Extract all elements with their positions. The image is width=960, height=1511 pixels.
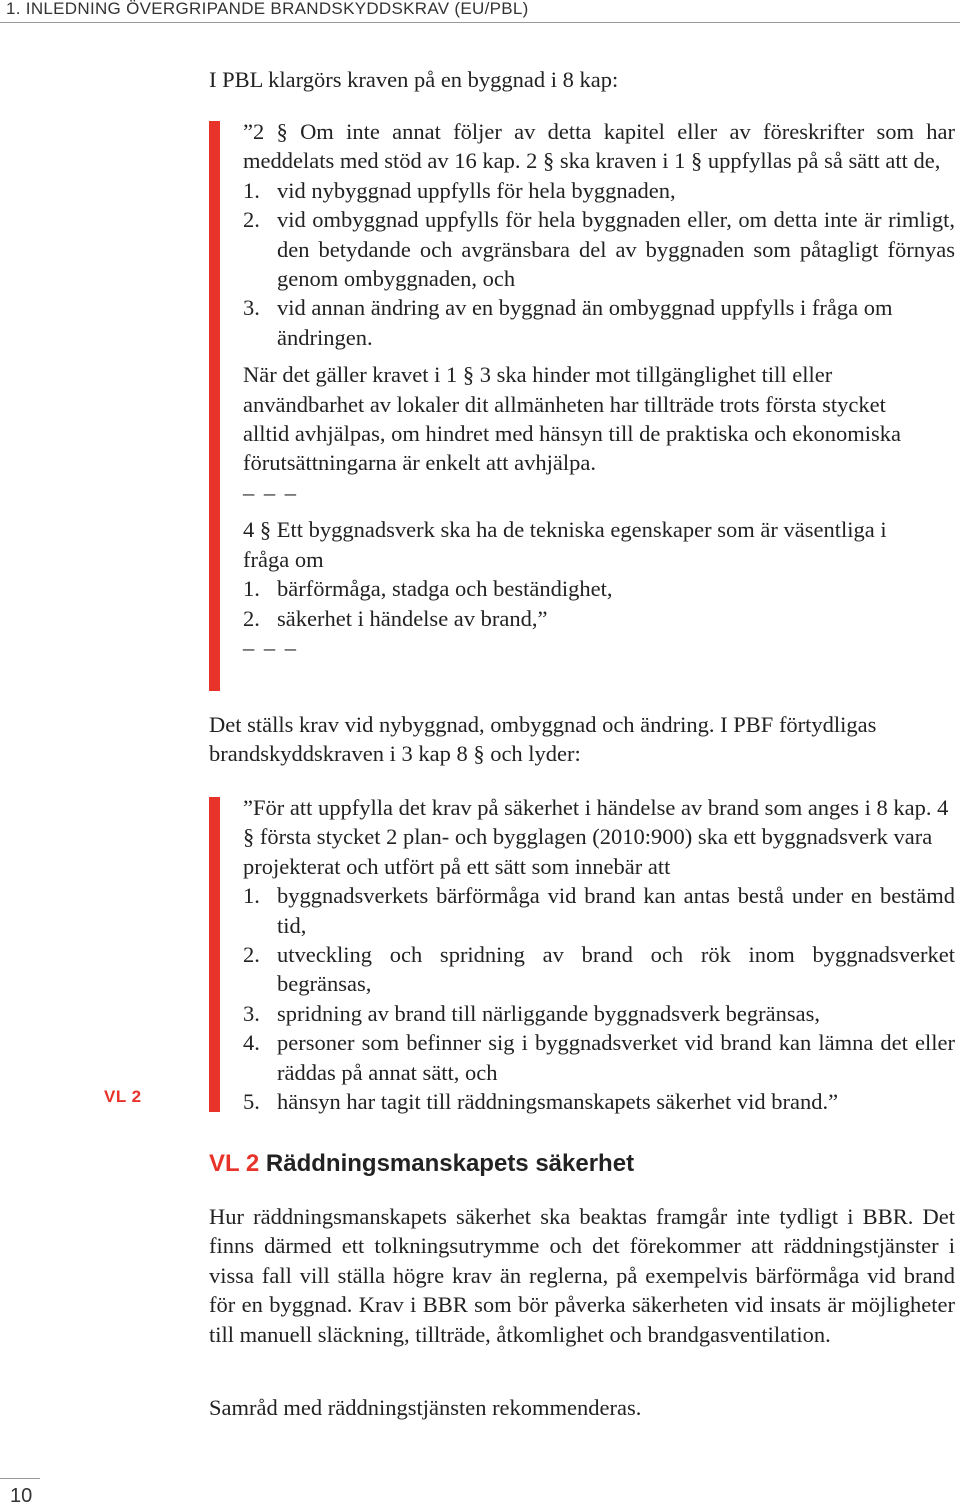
list-text: vid ombyggnad uppfylls för hela byggnaden eller, om detta inte är rimligt, den betydande och avgränsbara del av byggnaden som påtagligt förnyas genom ombyggnaden, och <box>277 207 955 292</box>
list-number: 4. <box>243 1030 260 1056</box>
quote-paragraph: 4 § Ett byggnadsverk ska ha de tekniska egenskaper som är väsentliga i fråga om <box>243 517 887 572</box>
section-body: Hur räddningsmanskapets säkerhet ska beaktas framgår inte tydligt i BBR. Det finns därmed ett tolkningsutrymme och det förekommer att räddningstjänster i vissa fall vill ställa högre krav än reglerna, på exempelvis bärförmåga vid brand för en byggnad. Krav i BBR som bör påverka säkerheten vid insats är möjligheter till manuell släckning, tillträde, åtkomlighet och brandgasventilation. <box>209 1204 955 1347</box>
running-header: 1. INLEDNING ÖVERGRIPANDE BRANDSKYDDSKRAV (EU/PBL) <box>6 0 529 18</box>
list-number: 1. <box>243 883 260 909</box>
list-item <box>243 940 955 999</box>
list-number: 3. <box>243 1000 260 1026</box>
section-title: Räddningsmanskapets säkerhet <box>265 1150 635 1177</box>
list-item <box>243 881 955 940</box>
quote-paragraph: När det gäller kravet i 1 § 3 ska hinder mot tillgänglighet till eller användbarhet av lokaler dit allmänheten har tillträde trots första stycket alltid avhjälpas, om hindret med hänsyn till de praktiska och ekonomiska förutsättningarna är enkelt att avhjälpa. <box>243 362 901 476</box>
omission-dashes: – – – <box>243 479 298 505</box>
list-number: 2. <box>243 605 260 631</box>
header-divider <box>0 22 960 23</box>
section-heading <box>209 1150 634 1178</box>
list-text: utveckling och spridning av brand och rök inom byggnadsverket begränsas, <box>277 942 955 997</box>
list-text: spridning av brand till närliggande byggnadsverk begränsas, <box>277 1000 820 1026</box>
footer-divider <box>0 1478 40 1479</box>
quote-bar-1 <box>209 121 220 691</box>
intro-paragraph: I PBL klargörs kraven på en byggnad i 8 kap: <box>209 67 619 92</box>
list-item <box>243 1028 955 1087</box>
list-number: 1. <box>243 576 260 602</box>
page-number: 10 <box>10 1485 33 1507</box>
quote-bar-2 <box>209 797 220 1112</box>
quote-lead: ”2 § Om inte annat följer av detta kapitel eller av föreskrifter som har meddelats med stöd av 16 kap. 2 § ska kraven i 1 § uppfyllas på så sätt att de, <box>243 119 955 174</box>
list-item <box>243 205 955 293</box>
quote-list <box>243 574 955 633</box>
list-item <box>243 999 955 1028</box>
list-item <box>243 293 955 352</box>
section-note: Samråd med räddningstjänsten rekommenderas. <box>209 1395 642 1420</box>
list-number: 3. <box>243 295 260 321</box>
list-item <box>243 176 955 205</box>
list-number: 2. <box>243 942 260 968</box>
quote-list <box>243 881 955 1116</box>
list-number: 1. <box>243 177 260 203</box>
list-text: personer som befinner sig i byggnadsverket vid brand kan lämna det eller räddas på annat sätt, och <box>277 1030 955 1085</box>
margin-label: VL 2 <box>104 1087 142 1106</box>
middle-paragraph: Det ställs krav vid nybyggnad, ombyggnad och ändring. I PBF förtydligas brandskyddskraven i 3 kap 8 § och lyder: <box>209 712 877 767</box>
list-text: vid annan ändring av en byggnad än ombyggnad uppfylls i fråga om ändringen. <box>277 295 893 350</box>
list-text: byggnadsverkets bärförmåga vid brand kan antas bestå under en bestämd tid, <box>277 883 955 938</box>
list-number: 5. <box>243 1089 260 1115</box>
quote-block-1 <box>243 117 955 662</box>
list-number: 2. <box>243 207 260 233</box>
section-code: VL 2 <box>209 1150 260 1177</box>
list-item <box>243 574 955 603</box>
omission-dashes: – – – <box>243 634 298 660</box>
list-text: vid nybyggnad uppfylls för hela byggnaden, <box>277 177 676 203</box>
quote-block-2 <box>243 793 955 1116</box>
list-text: hänsyn har tagit till räddningsmanskapets säkerhet vid brand.” <box>277 1089 839 1115</box>
list-text: bärförmåga, stadga och beständighet, <box>277 576 613 602</box>
list-item <box>243 1087 955 1116</box>
list-item <box>243 604 955 633</box>
list-text: säkerhet i händelse av brand,” <box>277 605 548 631</box>
quote-lead: ”För att uppfylla det krav på säkerhet i händelse av brand som anges i 8 kap. 4 § första stycket 2 plan- och bygglagen (2010:900) ska ett byggnadsverk vara projekterat och utfört på ett sätt som innebär att <box>243 795 949 879</box>
quote-list <box>243 176 955 352</box>
